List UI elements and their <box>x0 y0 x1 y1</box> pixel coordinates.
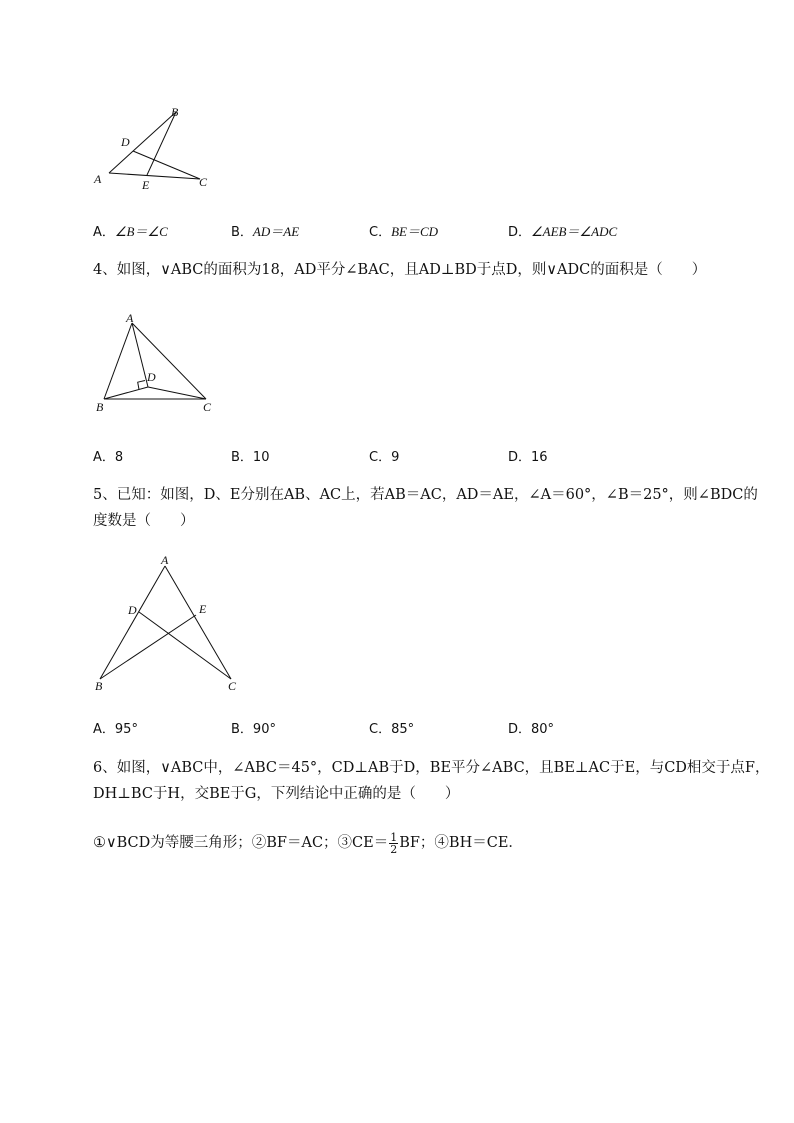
q5-stem-line1 <box>93 482 758 508</box>
q6-stem-line1 <box>93 755 769 781</box>
fraction-numerator: 1 <box>390 830 398 844</box>
statement-text: ①∨BCD为等腰三角形；②BF＝AC；③CE＝ <box>93 835 389 851</box>
option-prefix: D． <box>508 722 532 737</box>
option-text: AD＝AE <box>252 224 300 239</box>
fig5-label-d: D <box>128 603 137 617</box>
option-prefix: B． <box>231 225 253 240</box>
fig3-label-a: A <box>94 172 102 186</box>
q4-figure <box>88 305 228 420</box>
q3-option-a <box>93 221 168 240</box>
option-prefix: B． <box>231 450 253 465</box>
option-text: 8 <box>114 450 124 465</box>
q5-option-c <box>369 718 414 737</box>
option-text: 90° <box>252 722 276 737</box>
fig3-label-d: D <box>121 135 130 149</box>
question-text: 度数是（ ） <box>93 513 195 529</box>
option-prefix: C． <box>369 450 392 465</box>
q4-option-a <box>93 446 123 465</box>
option-text: 10 <box>252 450 270 465</box>
fig4-label-d: D <box>147 370 156 384</box>
option-prefix: C． <box>369 722 392 737</box>
fig3-label-b: B <box>171 105 179 119</box>
fig4-label-b: B <box>96 400 104 414</box>
option-text: ∠AEB＝∠ADC <box>531 224 618 239</box>
fig4-label-a: A <box>126 311 134 325</box>
question-number: 6、 <box>93 760 117 776</box>
question-text: 如图，∨ABC中，∠ABC＝45°，CD⊥AB于D，BE平分∠ABC，且BE⊥AC于E，与CD相交于点F， <box>116 760 770 776</box>
fig5-label-a: A <box>161 553 169 567</box>
question-number: 4、 <box>93 262 117 278</box>
q3-option-c <box>369 221 438 240</box>
q6-stem-line2 <box>93 781 459 807</box>
q6-statements <box>93 830 523 856</box>
fig3-label-e: E <box>142 178 150 192</box>
option-text: 16 <box>531 450 548 465</box>
q5-option-b <box>231 718 276 737</box>
question-number: 5、 <box>93 487 117 503</box>
fig5-label-c: C <box>228 679 237 693</box>
q4-option-b <box>231 446 269 465</box>
option-text: 80° <box>531 722 555 737</box>
q4-stem <box>93 257 706 283</box>
q5-option-a <box>93 718 138 737</box>
fig4-label-c: C <box>203 400 212 414</box>
q3-option-b <box>231 221 299 240</box>
q4-option-c <box>369 446 399 465</box>
q5-option-d <box>508 718 554 737</box>
fig3-label-c: C <box>199 175 208 189</box>
fig5-label-e: E <box>199 602 207 616</box>
option-text: 95° <box>114 722 138 737</box>
question-text: 已知：如图，D、E分别在AB、AC上，若AB＝AC，AD＝AE，∠A＝60°，∠B＝25°，则∠BDC的 <box>116 487 758 503</box>
option-text: BE＝CD <box>391 224 439 239</box>
fraction-denominator: 2 <box>390 842 398 856</box>
option-prefix: D． <box>508 450 532 465</box>
q3-figure <box>88 100 218 195</box>
fig5-label-b: B <box>95 679 103 693</box>
option-prefix: D． <box>508 225 532 240</box>
option-prefix: A． <box>93 722 115 737</box>
question-text: DH⊥BC于H，交BE于G，下列结论中正确的是（ ） <box>93 786 460 802</box>
option-prefix: A． <box>93 450 115 465</box>
option-prefix: A． <box>93 225 115 240</box>
question-text: 如图，∨ABC的面积为18，AD平分∠BAC，且AD⊥BD于点D，则∨ADC的面积是（ ） <box>116 262 707 278</box>
q3-option-d <box>508 221 617 240</box>
option-text: ∠B＝∠C <box>114 224 168 239</box>
q5-stem-line2 <box>93 508 195 534</box>
option-text: 85° <box>391 722 415 737</box>
option-prefix: C． <box>369 225 392 240</box>
q4-option-d <box>508 446 548 465</box>
q5-figure <box>88 552 248 694</box>
option-prefix: B． <box>231 722 253 737</box>
statement-text: BF；④BH＝CE． <box>399 835 523 851</box>
fraction-one-half <box>389 832 398 855</box>
option-text: 9 <box>391 450 400 465</box>
